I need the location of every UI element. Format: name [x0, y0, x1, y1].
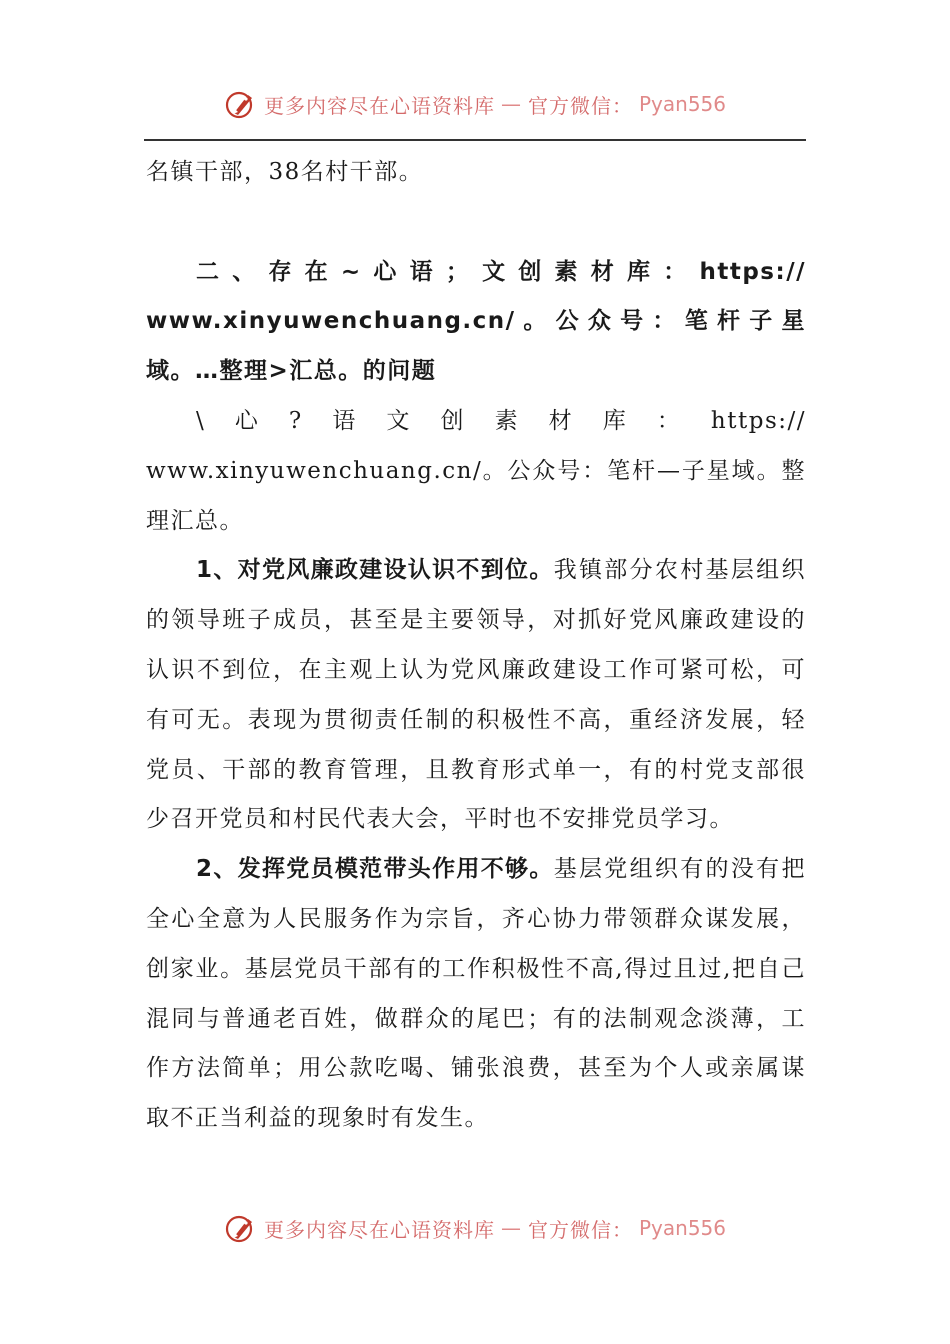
- document-body: [146, 148, 806, 1144]
- header-divider: [144, 139, 806, 141]
- paragraph-intro-rest: www.xinyuwenchuang.cn/。公众号：笔杆—子星域。整理汇总。: [146, 457, 806, 534]
- banner-wechat-id: Pyan556: [638, 92, 726, 116]
- banner-main-text: 更多内容尽在心语资料库: [263, 1217, 495, 1242]
- banner-wechat-label: 官方微信：: [527, 93, 633, 118]
- list-item-2: [146, 845, 806, 1144]
- footer-banner: [0, 1206, 950, 1250]
- banner-wechat-id: Pyan556: [638, 1216, 726, 1240]
- list-item-1-text: 我镇部分农村基层组织的领导班子成员，甚至是主要领导，对抓好党风廉政建设的认识不到位，在主观上认为党风廉政建设工作可紧可松，可有可无。表现为贯彻责任制的积极性不高，重经济发展，轻党员、干部的教育管理，且教育形式单一，有的村党支部很少召开党员和村民代表大会，平时也不安排党员学习。: [146, 557, 806, 833]
- section-heading-line1: 二、存在~心语；文创素材库：https://: [196, 258, 806, 285]
- banner-separator: —: [500, 92, 522, 116]
- list-item-1: [146, 546, 806, 845]
- banner-wechat-label: 官方微信：: [527, 1217, 633, 1242]
- list-item-1-title: 1、对党风廉政建设认识不到位。: [196, 557, 554, 584]
- list-item-2-text: 基层党组织有的没有把全心全意为人民服务作为宗旨，齐心协力带领群众谋发展，创家业。基层党员干部有的工作积极性不高,得过且过,把自己混同与普通老百姓，做群众的尾巴；有的法制观念淡薄，工作方法简单；用公款吃喝、铺张浪费，甚至为个人或亲属谋取不正当利益的现象时有发生。: [146, 856, 806, 1132]
- pen-nib-logo-icon: [224, 87, 258, 121]
- section-heading-rest: www.xinyuwenchuang.cn/。公众号：笔杆子星域。…整理>汇总。的问题: [146, 308, 806, 385]
- banner-separator: —: [500, 1216, 522, 1240]
- header-banner: [0, 82, 950, 126]
- paragraph-intro-line1: \心?语文创素材库：https://: [196, 407, 806, 434]
- list-item-2-title: 2、发挥党员模范带头作用不够。: [196, 856, 554, 883]
- paragraph-continuation: 名镇干部，38名村干部。: [146, 159, 424, 185]
- pen-nib-logo-icon: [224, 1211, 258, 1245]
- banner-main-text: 更多内容尽在心语资料库: [263, 93, 495, 118]
